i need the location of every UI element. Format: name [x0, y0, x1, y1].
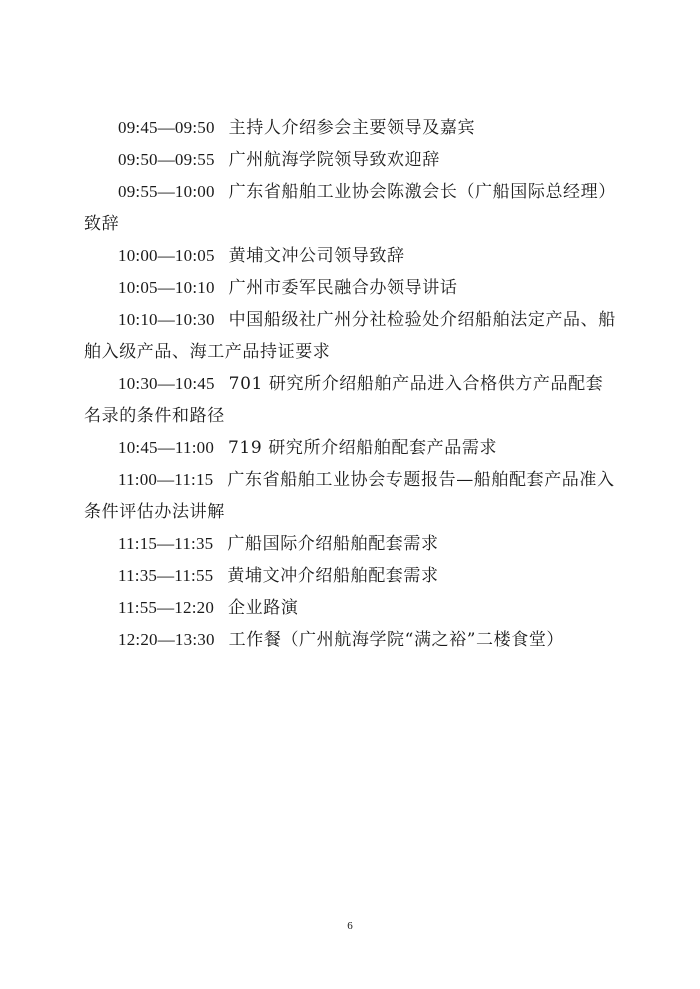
agenda-item — [84, 560, 616, 592]
agenda-item — [84, 368, 616, 432]
agenda-item — [84, 304, 616, 368]
agenda-item — [84, 272, 616, 304]
agenda-description: 广州市委军民融合办领导讲话 — [228, 278, 458, 298]
page-number: 6 — [347, 920, 353, 932]
agenda-time: 10:30—10:45 — [118, 374, 215, 393]
agenda-time: 10:00—10:05 — [118, 246, 215, 265]
agenda-item — [84, 144, 616, 176]
agenda-description: 主持人介绍参会主要领导及嘉宾 — [228, 118, 476, 138]
agenda-item — [84, 432, 616, 464]
agenda-time: 09:50—09:55 — [118, 150, 215, 169]
agenda-time: 10:05—10:10 — [118, 278, 215, 297]
agenda-description: 广东省船舶工业协会专题报告—船舶配套产品准入条件评估办法讲解 — [84, 470, 615, 522]
agenda-item — [84, 624, 616, 656]
agenda-time: 10:45—11:00 — [118, 438, 215, 457]
agenda-time: 11:55—12:20 — [118, 598, 215, 617]
agenda-time: 11:15—11:35 — [118, 534, 214, 553]
agenda-time: 09:55—10:00 — [118, 182, 215, 201]
agenda-description: 工作餐（广州航海学院“满之裕”二楼食堂） — [228, 630, 565, 650]
agenda-schedule — [84, 112, 616, 656]
agenda-description: 企业路演 — [228, 598, 299, 618]
agenda-item — [84, 592, 616, 624]
agenda-description: 广船国际介绍船舶配套需求 — [227, 534, 439, 554]
agenda-time: 11:35—11:55 — [118, 566, 214, 585]
agenda-item — [84, 240, 616, 272]
agenda-time: 10:10—10:30 — [118, 310, 215, 329]
agenda-description: 广东省船舶工业协会陈激会长（广船国际总经理）致辞 — [84, 182, 616, 234]
agenda-description: 中国船级社广州分社检验处介绍船舶法定产品、船舶入级产品、海工产品持证要求 — [84, 310, 616, 362]
agenda-item — [84, 528, 616, 560]
agenda-description: 黄埔文冲介绍船舶配套需求 — [227, 566, 439, 586]
agenda-description: 719 研究所介绍船舶配套产品需求 — [228, 438, 498, 458]
agenda-time: 09:45—09:50 — [118, 118, 215, 137]
agenda-time: 11:00—11:15 — [118, 470, 214, 489]
agenda-item — [84, 112, 616, 144]
agenda-item — [84, 176, 616, 240]
agenda-description: 黄埔文冲公司领导致辞 — [228, 246, 405, 266]
agenda-description: 广州航海学院领导致欢迎辞 — [228, 150, 440, 170]
agenda-description: 701 研究所介绍船舶产品进入合格供方产品配套名录的条件和路径 — [84, 374, 604, 426]
agenda-item — [84, 464, 616, 528]
agenda-time: 12:20—13:30 — [118, 630, 215, 649]
